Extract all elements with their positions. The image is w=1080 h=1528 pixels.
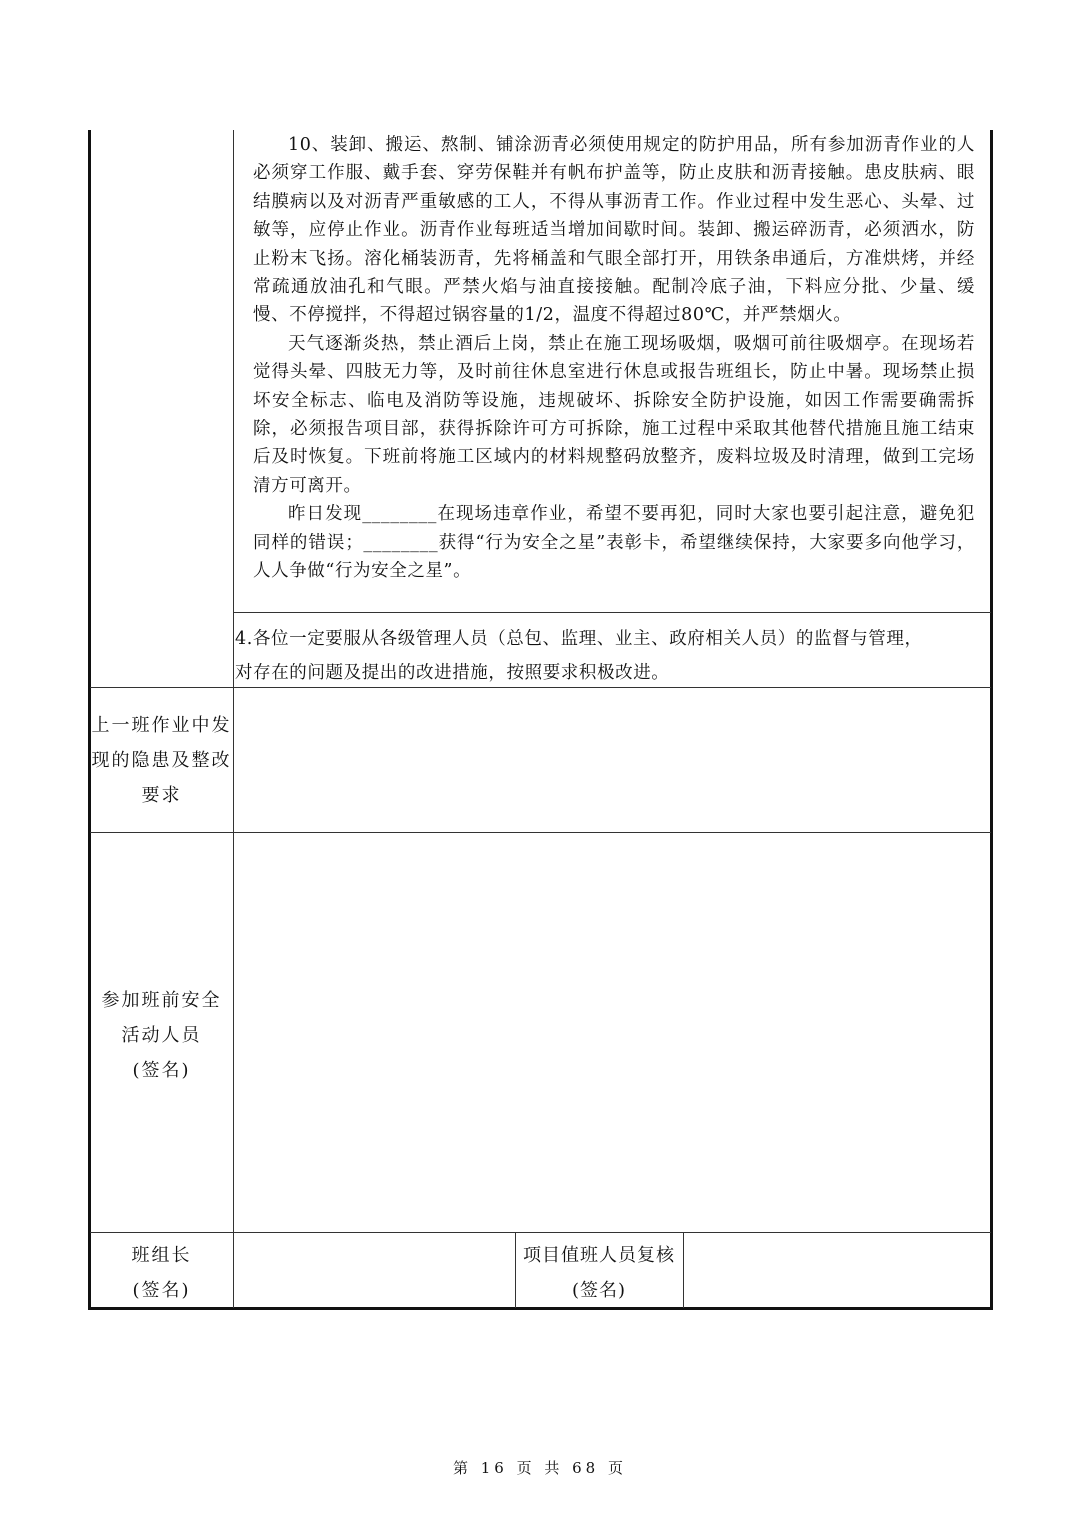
content-paragraph: 10、装卸、搬运、熬制、铺涂沥青必须使用规定的防护用品，所有参加沥青作业的人必须穿工作服、戴手套、穿劳保鞋并有帆布护盖等，防止皮肤和沥青接触。患皮肤病、眼结膜病以及对沥青严重敏感的工人，不得从事沥青工作。作业过程中发生恶心、头晕、过敏等，应停止作业。沥青作业每班适当增加间歇时间。装卸、搬运碎沥青，必须洒水，防止粉末飞扬。溶化桶装沥青，先将桶盖和气眼全部打开，用铁条串通后，方准烘烤，并经常疏通放油孔和气眼。严禁火焰与油直接接触。配制冷底子油，下料应分批、少量、缓慢、不停搅拌，不得超过锅容量的1/2，温度不得超过80℃，并严禁烟火。	[253, 135, 975, 326]
hazards-label-line: 上一班作业中发	[91, 715, 232, 736]
participants-signature-area[interactable]	[234, 833, 990, 1232]
item4-line: 4.各位一定要服从各级管理人员（总包、监理、业主、政府相关人员）的监督与管理，	[235, 629, 923, 649]
hazards-input-area[interactable]	[234, 688, 990, 832]
team-leader-label	[90, 1238, 233, 1308]
participants-label-line: (签名)	[132, 1060, 191, 1081]
content-paragraph: 昨日发现________在现场违章作业，希望不要再犯，同时大家也要引起注意，避免犯同样的错误；________获得“行为安全之星”表彰卡，希望继续保持，大家要多向他学习，人人争做“行为安全之星”。	[253, 504, 975, 582]
duty-review-label-line: 项目值班人员复核	[523, 1245, 675, 1266]
item-4	[235, 622, 983, 690]
team-leader-label-line: (签名)	[132, 1280, 191, 1301]
duty-review-label	[515, 1238, 683, 1308]
participants-label-line: 参加班前安全	[101, 990, 222, 1011]
team-leader-label-line: 班组长	[131, 1245, 192, 1266]
hazards-label-line: 要求	[141, 785, 182, 806]
duty-review-signature-area[interactable]	[684, 1233, 990, 1307]
content-paragraph: 天气逐渐炎热，禁止酒后上岗，禁止在施工现场吸烟，吸烟可前往吸烟亭。在现场若觉得头晕、四肢无力等，及时前往休息室进行休息或报告班组长，防止中暑。现场禁止损坏安全标志、临电及消防等设施，违规破坏、拆除安全防护设施，如因工作需要确需拆除，必须报告项目部，获得拆除许可方可拆除，施工过程中采取其他替代措施且施工结束后及时恢复。下班前将施工区域内的材料规整码放整齐，废料垃圾及时清理，做到工完场清方可离开。	[253, 333, 975, 496]
table-border-right	[990, 130, 993, 1310]
duty-review-label-line: (签名)	[571, 1280, 627, 1301]
item4-line: 对存在的问题及提出的改进措施，按照要求积极改进。	[235, 663, 670, 683]
participants-label-line: 活动人员	[121, 1025, 202, 1046]
safety-content	[253, 131, 975, 586]
hazards-label	[90, 708, 233, 813]
team-leader-signature-area[interactable]	[234, 1233, 515, 1307]
row-divider-item4	[233, 612, 991, 613]
page-number: 第 16 页 共 68 页	[452, 1459, 627, 1477]
hazards-label-line: 现的隐患及整改	[91, 750, 232, 771]
participants-label	[90, 983, 233, 1088]
